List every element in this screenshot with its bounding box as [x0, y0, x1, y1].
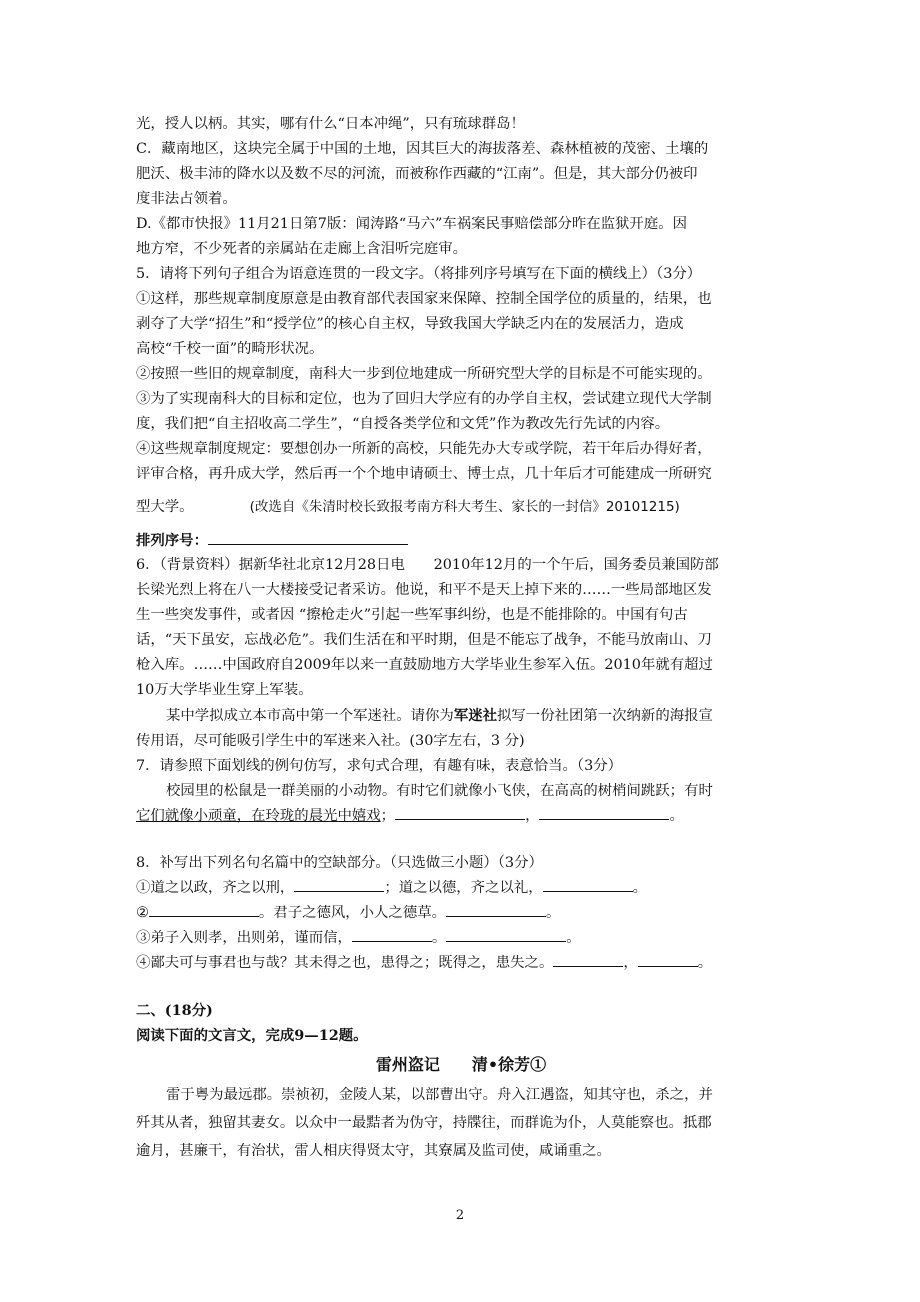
q5-sentence-3a: ③为了实现南科大的目标和定位，也为了回归大学应有的办学自主权，尝试建立现代大学制: [136, 391, 712, 407]
q8-item-4-text-c: 。: [697, 955, 713, 971]
q8-item-2-text-a: ②: [136, 905, 149, 921]
passage-line-3: 逾月，甚廉干，有治状，雷人相庆得贤太守，其寮属及监司使，咸诵重之。: [136, 1143, 611, 1159]
passage-line-2: 歼其从者，独留其妻女。以众中一最黠者为伪守，持牒往，而群诡为仆，人莫能察也。抵郡: [136, 1115, 712, 1131]
q6-line-5: 枪入库。……中国政府自2009年以来一直鼓励地方大学毕业生参军入伍。2010年就有超过: [136, 657, 713, 673]
q5-sentence-1a: ①这样，那些规章制度原意是由教育部代表国家来保障、控制全国学位的质量的，结果，也: [136, 291, 712, 307]
q6-task-pre: 某中学拟成立本市高中第一个军迷社。请你为: [166, 708, 454, 724]
q8-blank-4b[interactable]: [638, 952, 698, 967]
q8-blank-1a[interactable]: [294, 877, 384, 892]
q8-item-4-text-b: ，: [623, 955, 638, 971]
q5-sentence-1b: 剥夺了大学“招生”和“授学位”的核心自主权，导致我国大学缺乏内在的发展活力，造成: [136, 316, 684, 332]
q8-blank-4a[interactable]: [553, 952, 623, 967]
page-number: 2: [455, 1208, 465, 1223]
q8-blank-2b[interactable]: [446, 902, 546, 917]
q6-line-1: 6．（背景资料）据新华社北京12月28日电 2010年12月的一个午后，国务委员兼国防部: [136, 557, 719, 573]
q8-item-2-text-b: 。君子之德风，小人之德草。: [258, 905, 446, 921]
q8-blank-1b[interactable]: [543, 877, 633, 892]
q7-line-1: 校园里的松鼠是一群美丽的小动物。有时它们就像小飞侠，在高高的树梢间跳跃；有时: [166, 783, 713, 799]
q8-item-3-text-c: 。: [566, 930, 581, 946]
q7-comma: ，: [525, 808, 540, 824]
passage-title: 雷州盗记 清•徐芳①: [375, 1055, 547, 1074]
q7-blank-1[interactable]: [395, 805, 525, 820]
q7-period: 。: [669, 808, 684, 824]
q8-item-1-text-b: ；道之以德，齐之以礼，: [384, 880, 543, 896]
q5-answer-label: 排列序号：: [136, 532, 208, 549]
document-body: [136, 112, 786, 1165]
q6-line-4: 话，“天下虽安，忘战必危”。我们生活在和平时期，但是不能忘了战争，不能马放南山、刀: [136, 632, 712, 648]
q5-sentence-2: ②按照一些旧的规章制度，南科大一步到位地建成一所研究型大学的目标是不可能实现的。: [136, 366, 712, 382]
section-2-heading: 二、(18分): [136, 1002, 213, 1019]
q5-answer-line: [136, 528, 786, 553]
q8-item-3-text-b: 。: [431, 930, 447, 946]
q7-example-underlined: 它们就像小顽童，在玲珑的晨光中嬉戏: [136, 808, 381, 824]
q7-line-2: [136, 804, 786, 829]
q6-task-line-1: [136, 703, 786, 729]
q8-item-1-text-c: 。: [632, 880, 648, 896]
q8-item-4-text-a: ④鄙夫可与事君也与哉？其未得之也，患得之；既得之，患失之。: [136, 955, 554, 971]
q6-line-6: 10万大学毕业生穿上军装。: [136, 682, 313, 698]
q5-sentence-4c: 型大学。: [136, 499, 194, 515]
q8-stem: 8．补写出下列名句名篇中的空缺部分。（只选做三小题）（3分）: [136, 855, 543, 871]
q8-item-1-text-a: ①道之以政，齐之以刑，: [136, 880, 295, 896]
q5-answer-blank[interactable]: [208, 530, 408, 545]
q8-item-3: [136, 926, 786, 951]
q7-stem: 7．请参照下面划线的例句仿写，求句式合理，有趣有味，表意恰当。（3分）: [136, 758, 623, 774]
q4-option-c-line-1: C．藏南地区，这块完全属于中国的土地，因其巨大的海拔落差、森林植被的茂密、土壤的: [136, 141, 709, 157]
q5-sentence-4a: ④这些规章制度规定：要想创办一所新的高校，只能先办大专或学院，若干年后办得好者，: [136, 441, 712, 457]
section-2-instruction: 阅读下面的文言文，完成9—12题。: [136, 1027, 368, 1044]
q8-item-3-text-a: ③弟子入则孝，出则弟，谨而信，: [136, 930, 352, 946]
q8-item-2-text-c: 。: [546, 905, 561, 921]
q6-line-2: 长梁光烈上将在八一大楼接受记者采访。他说，和平不是天上掉下来的……一些局部地区发: [136, 582, 712, 598]
q8-blank-2a[interactable]: [149, 902, 259, 917]
q7-blank-2[interactable]: [539, 805, 669, 820]
q4-option-d-line-1: D.《都市快报》11月21日第7版：闻涛路“马六”车祸案民事赔偿部分昨在监狱开庭。因: [136, 216, 687, 232]
q5-sentence-1c: 高校“千校一面”的畸形状况。: [136, 341, 324, 357]
q8-item-4: [136, 951, 786, 976]
q5-sentence-3b: 度，我们把“自主招收高二学生”，“自授各类学位和文凭”作为教改先行先试的内容。: [136, 416, 670, 432]
q8-item-1: [136, 876, 786, 901]
q6-task-club-name: 军迷社: [453, 707, 498, 724]
q6-line-3: 生一些突发事件，或者因 “擦枪走火”引起一些军事纠纷，也是不能排除的。中国有句古: [136, 607, 688, 623]
q5-stem: 5．请将下列句子组合为语意连贯的一段文字。（将排列序号填写在下面的横线上）（3分）: [136, 266, 702, 282]
q8-item-2: [136, 901, 786, 926]
q6-task-post: 拟写一份社团第一次纳新的海报宣: [497, 708, 713, 724]
q8-blank-3a[interactable]: [352, 927, 432, 942]
q5-source: (改选自《朱清时校长致报考南方科大考生、家长的一封信》20101215): [249, 499, 680, 515]
q6-task-line-2: 传用语，尽可能吸引学生中的军迷来入社。(30字左右，3 分): [136, 733, 525, 749]
q4-option-c-line-2: 肥沃、极丰沛的降水以及数不尽的河流，而被称作西藏的“江南”。但是，其大部分仍被印: [136, 166, 698, 182]
passage-line-1: 雷于粤为最远郡。崇祯初，金陵人某，以部曹出守。舟入江遇盗，知其守也，杀之，并: [166, 1087, 713, 1103]
q8-blank-3b[interactable]: [446, 927, 566, 942]
q4-line-a: 光，授人以柄。其实，哪有什么“日本冲绳”，只有琉球群岛！: [136, 116, 525, 132]
q7-semicolon: ；: [380, 808, 396, 824]
q5-sentence-4c-with-source: [136, 495, 786, 520]
q4-option-d-line-2: 地方窄，不少死者的亲属站在走廊上含泪听完庭审。: [136, 241, 467, 257]
q4-option-c-line-3: 度非法占领着。: [136, 191, 237, 207]
q5-sentence-4b: 评审合格，再升成大学，然后再一个个地申请硕士、博士点，几十年后才可能建成一所研究: [136, 466, 712, 482]
